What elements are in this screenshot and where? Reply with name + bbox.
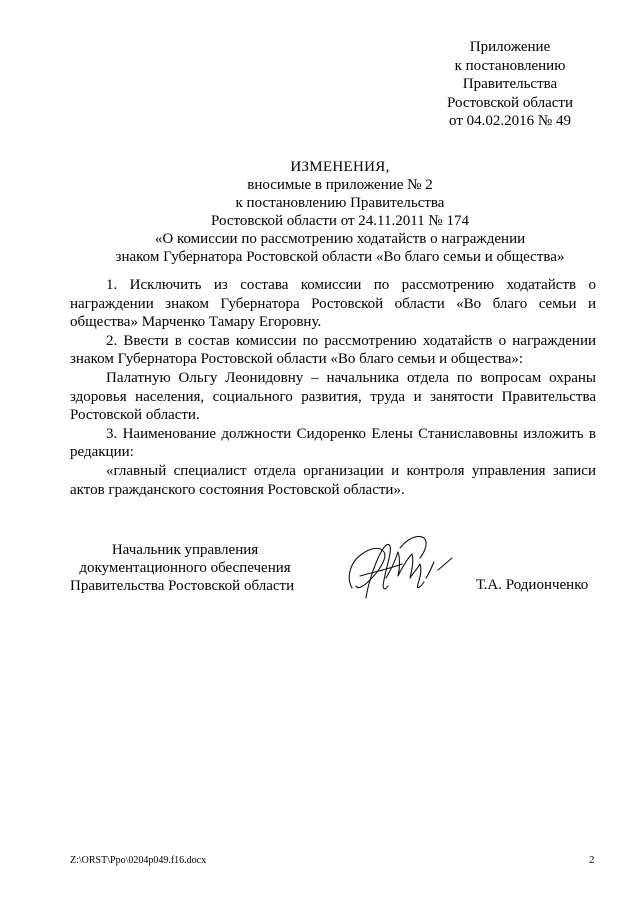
body-paragraph-2: 2. Ввести в состав комиссии по рассмотрению ходатайств о награждении знаком Губернатора Ростовской области «Во благо семьи и общества»:: [70, 332, 596, 368]
document-body: [70, 276, 596, 499]
body-paragraph-1: 1. Исключить из состава комиссии по рассмотрению ходатайств о награждении знаком Губернатора Ростовской области «Во благо семьи и общества» Марченко Тамару Егоровну.: [70, 277, 596, 331]
position-line: Правительства Ростовской области: [70, 578, 295, 594]
footer-file-path: Z:\ORST\Ppo\0204p049.f16.docx: [70, 855, 207, 866]
document-title: [60, 158, 620, 266]
title-line: знаком Губернатора Ростовской области «Во благо семьи и общества»: [115, 249, 565, 265]
page-number: 2: [589, 854, 595, 866]
title-line: вносимые в приложение № 2: [247, 177, 433, 193]
body-paragraph-5: «главный специалист отдела организации и контроля управления записи актов гражданского состояния Ростовской области».: [70, 462, 596, 498]
appendix-line: Приложение: [469, 39, 551, 55]
body-paragraph-4: 3. Наименование должности Сидоренко Елены Станиславовны изложить в редакции:: [70, 425, 596, 461]
handwritten-signature-icon: [340, 528, 460, 608]
appendix-reference: [410, 38, 610, 131]
title-line: к постановлению Правительства: [235, 195, 445, 211]
title-heading: ИЗМЕНЕНИЯ,: [290, 159, 390, 175]
signatory-name: Т.А. Родионченко: [476, 577, 589, 593]
appendix-line: от 04.02.2016 № 49: [449, 113, 571, 129]
title-line: Ростовской области от 24.11.2011 № 174: [210, 213, 469, 229]
appendix-line: Правительства: [462, 76, 558, 92]
appendix-line: Ростовской области: [447, 94, 573, 111]
body-paragraph-3: Палатную Ольгу Леонидовну – начальника отдела по вопросам охраны здоровья населения, социального развития, труда и занятости Правительства Ростовской области.: [70, 369, 596, 424]
position-line: Начальник управления: [111, 542, 259, 558]
signatory-position: [70, 541, 300, 595]
position-line: документационного обеспечения: [79, 560, 291, 576]
title-line: «О комиссии по рассмотрению ходатайств о награждении: [154, 231, 526, 247]
appendix-line: к постановлению: [454, 57, 566, 74]
